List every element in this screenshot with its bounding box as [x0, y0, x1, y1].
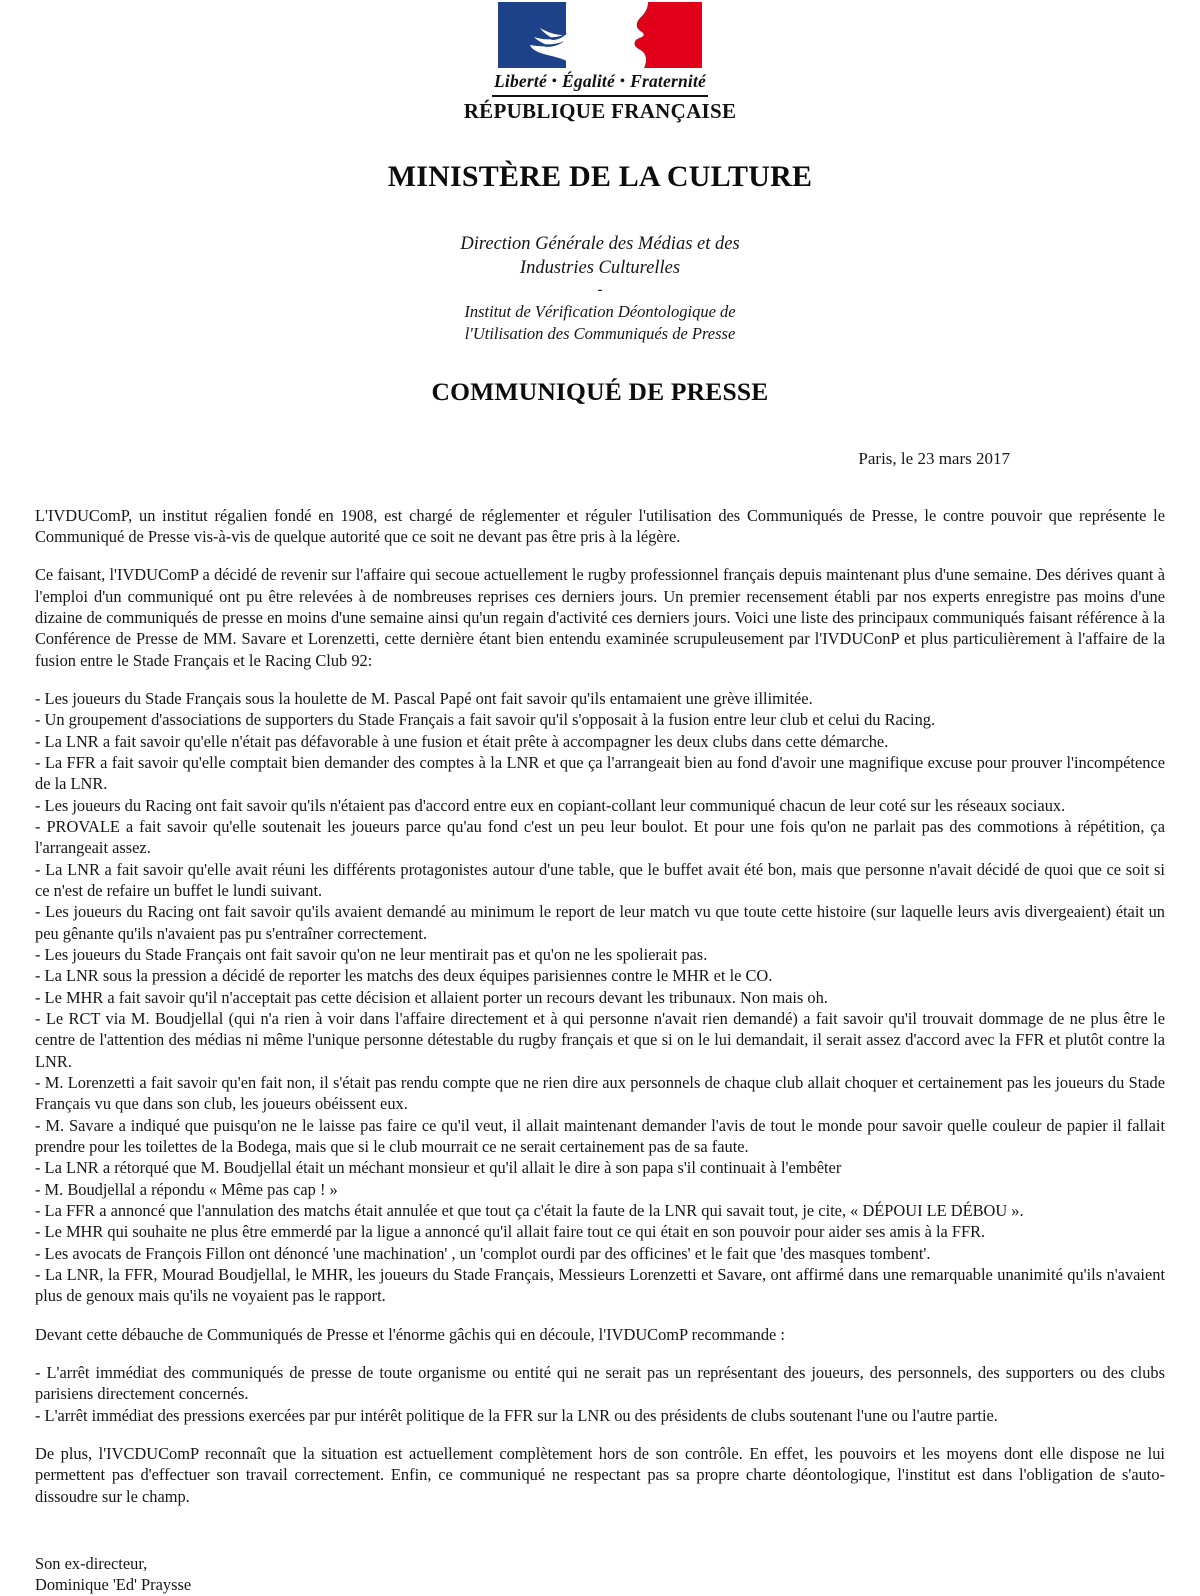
- list-item: - Les joueurs du Racing ont fait savoir qu'ils n'étaient pas d'accord entre eux en copiant-collant leur communiqué chacun de leur coté sur les réseaux sociaux.: [35, 795, 1066, 815]
- list-item: - Les joueurs du Racing ont fait savoir qu'ils avaient demandé au minimum le report de leur match vu que toute cette histoire (sur laquelle leurs avis divergeaient) était un peu gênante qu'ils n'avaient pas pu s'entraîner correctement.: [35, 902, 1165, 943]
- intro-paragraph-2: Ce faisant, l'IVDUComP a décidé de revenir sur l'affaire qui secoue actuellement le rugby professionnel français depuis maintenant plus d'une semaine. Des dérives quant à l'emploi d'un communiqué ont pu être relevées à de nombreuses reprises ces derniers jours. Un premier recensement établi par nos experts enregistre pas moins d'une dizaine de communiqués de presse en moins d'une semaine ainsi qu'un regain d'activité ces derniers jours. Voici une liste des principaux communiqués faisant référence à la Conférence de Presse de MM. Savare et Lorenzetti, cette dernière étant bien entendu examinée scrupuleusement par l'IVDUConP et plus particulièrement à l'affaire de la fusion entre le Stade Français et le Racing Club 92:: [35, 565, 1165, 670]
- list-item: - M. Boudjellal a répondu « Même pas cap ! »: [35, 1179, 338, 1199]
- directorate-line-2: Industries Culturelles: [519, 258, 681, 278]
- list-item: - La LNR, la FFR, Mourad Boudjellal, le MHR, les joueurs du Stade Français, Messieurs Lorenzetti et Savare, ont affirmé dans une remarquable unanimité qu'ils n'avaient plus de genoux mais qu'ils ne voyaient pas le rapport.: [35, 1264, 1165, 1306]
- list-item: - Le MHR qui souhaite ne plus être emmerdé par la ligue a annoncé qu'il allait faire tout ce qui était en son pouvoir pour aider ses amis à la FFR.: [35, 1222, 986, 1242]
- recommendation-item: - L'arrêt immédiat des pressions exercées par pur intérêt politique de la FFR sur la LNR ou des présidents de clubs soutenant l'une ou l'autre partie.: [35, 1405, 998, 1425]
- header-dash: -: [597, 282, 603, 299]
- republique-francaise-label: RÉPUBLIQUE FRANÇAISE: [463, 98, 737, 123]
- motto-liberte: Liberté: [494, 71, 547, 91]
- list-item: - Les joueurs du Stade Français sous la houlette de M. Pascal Papé ont fait savoir qu'ils entamaient une grève illimitée.: [35, 689, 813, 709]
- closing-paragraph: De plus, l'IVCDUComP reconnaît que la situation est actuellement complètement hors de son contrôle. En effet, les pouvoirs et les moyens dont elle dispose ne lui permettent pas d'effectuer son travail correctement. Enfin, ce communiqué ne respectant pas sa propre charte déontologique, l'institut est dans l'obligation de s'auto-dissoudre sur le champ.: [35, 1443, 1165, 1506]
- recommendation-list: [35, 1362, 1165, 1426]
- spacer: [35, 1345, 1165, 1362]
- list-item: - M. Lorenzetti a fait savoir qu'en fait non, il s'était pas rendu compte que ne rien dire aux personnels de chaque club allait choquer et certainement pas les joueurs du Stade Français vu que dans son club, les joueurs obéissent eux.: [35, 1072, 1165, 1114]
- document-letterhead: [35, 0, 1165, 124]
- institute-line-2: l'Utilisation des Communiqués de Presse: [464, 323, 736, 343]
- list-item: - La LNR sous la pression a décidé de reporter les matchs des deux équipes parisiennes contre le MHR et le CO.: [35, 966, 773, 986]
- list-item: - Le RCT via M. Boudjellal (qui n'a rien à voir dans l'affaire directement et à qui personne n'avait rien demandé) a fait savoir qu'il trouvait dommage de ne plus être le centre de l'attention des médias ni même l'unique personne détestable du rugby français et que si on le lui demandait, il serait assez d'accord avec la FFR et plutôt contre la LNR.: [35, 1009, 1165, 1071]
- recommendation-item: - L'arrêt immédiat des communiqués de presse de toute organisme ou entité qui ne serait pas un représentant des joueurs, des personnels, des supporters ou des clubs parisiens directement concernés.: [35, 1362, 1165, 1404]
- motto-separator-1: •: [551, 74, 558, 89]
- signature-name: Dominique 'Ed' Praysse: [35, 1575, 192, 1595]
- institute-line-1: Institut de Vérification Déontologique de: [464, 301, 736, 321]
- list-item: - Un groupement d'associations de supporters du Stade Français a fait savoir qu'il s'opposait à la fusion entre leur club et celui du Racing.: [35, 710, 936, 730]
- spacer: [35, 1507, 1165, 1553]
- list-item: - Les joueurs du Stade Français ont fait savoir qu'on ne leur mentirait pas et qu'on ne les spolierait pas.: [35, 945, 708, 965]
- list-item: - La LNR a rétorqué que M. Boudjellal était un méchant monsieur et qu'il allait le dire à son papa s'il continuait à l'embêter: [35, 1158, 842, 1178]
- directorate-line-1: Direction Générale des Médias et des: [460, 233, 740, 254]
- marianne-flag-icon: [498, 2, 702, 68]
- letterhead-divider: [492, 95, 708, 97]
- list-item: - La FFR a fait savoir qu'elle comptait bien demander des comptes à la LNR et que ça l'arrangeait bien au fond d'avoir une magnifique excuse pour prouver l'incompétence de la LNR.: [35, 753, 1165, 794]
- institute-name: [35, 301, 1165, 345]
- communique-list: [35, 688, 1165, 1307]
- document-body: [35, 505, 1165, 1596]
- list-item: - PROVALE a fait savoir qu'elle soutenait les joueurs parce qu'au fond c'est un peu leur boulot. Et pour une fois qu'on ne parlait pas des commotions à répétition, ça l'arrangeait assez.: [35, 817, 1165, 858]
- republic-motto: [494, 71, 706, 92]
- list-item: - Les avocats de François Fillon ont dénoncé 'une machination' , un 'complot ourdi par des officines' et le fait que 'des masques tombent'.: [35, 1243, 931, 1263]
- list-item: - Le MHR a fait savoir qu'il n'acceptait pas cette décision et allaient porter un recours devant les tribunaux. Non mais oh.: [35, 987, 828, 1007]
- motto-egalite: Égalité: [562, 71, 615, 91]
- directorate-name: [35, 232, 1165, 281]
- signature-role: Son ex-directeur,: [35, 1553, 148, 1573]
- list-item: - M. Savare a indiqué que puisqu'on ne le laisse pas faire ce qu'il veut, il allait maintenant demander l'avis de tout le monde pour savoir quelle couleur de papier il fallait prendre pour les toilettes de la Bodega, mais que si le club mourrait ce ne serait certainement pas de sa faute.: [35, 1115, 1165, 1156]
- signature-block: [35, 1553, 1165, 1596]
- spacer: [35, 1426, 1165, 1443]
- list-item: - La FFR a annoncé que l'annulation des matchs était annulée et que tout ça c'était la faute de la LNR qui savait tout, je cite, « DÉPOUI LE DÉBOU ».: [35, 1200, 1024, 1220]
- list-item: - La LNR a fait savoir qu'elle n'était pas défavorable à une fusion et était prête à accompagner les deux clubs dans cette démarche.: [35, 731, 889, 751]
- motto-fraternite: Fraternité: [630, 71, 706, 91]
- page-title: COMMUNIQUÉ DE PRESSE: [431, 376, 769, 406]
- ministry-title: MINISTÈRE DE LA CULTURE: [387, 159, 813, 193]
- motto-separator-2: •: [619, 74, 626, 89]
- spacer: [35, 1307, 1165, 1324]
- dateline: Paris, le 23 mars 2017: [858, 448, 1010, 468]
- list-item: - La LNR a fait savoir qu'elle avait réuni les différents protagonistes autour d'une table, que le buffet avait été bon, mais que personne n'avait décidé de quoi que ce soit si ce n'est de refaire un buffet le lundi suivant.: [35, 859, 1165, 901]
- recommendation-intro: Devant cette débauche de Communiqués de Presse et l'énorme gâchis qui en découle, l'IVDUComP recommande :: [35, 1324, 785, 1344]
- intro-paragraph-1: L'IVDUComP, un institut régalien fondé en 1908, est chargé de réglementer et réguler l'utilisation des Communiqués de Presse, le contre pouvoir que représente le Communiqué de Presse vis-à-vis de quelque autorité que ce soit ne devant pas être pris à la légère.: [35, 505, 1165, 547]
